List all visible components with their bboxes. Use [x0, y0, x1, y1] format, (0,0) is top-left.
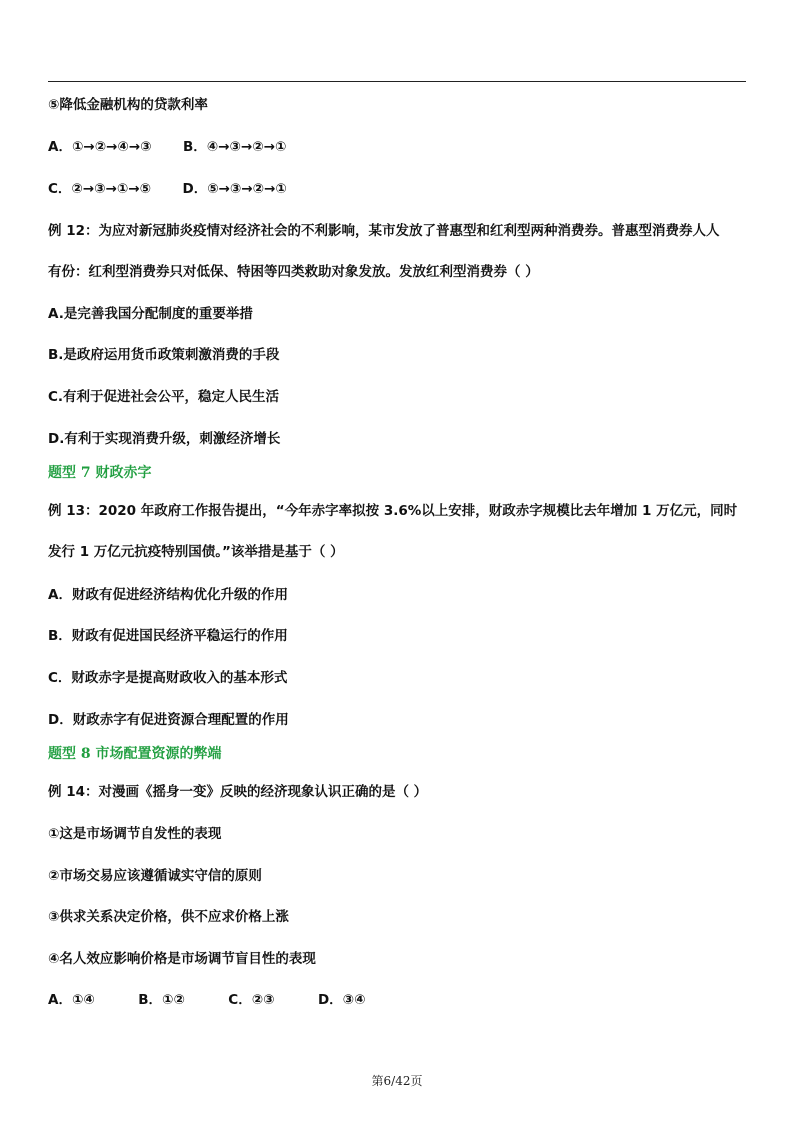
example-13-option-a: A．财政有促进经济结构优化升级的作用 [48, 587, 288, 603]
example-13-question-line-1: 例 13：2020 年政府工作报告提出，“今年赤字率拟按 3.6%以上安排，财政赤字规模比去年增加 1 万亿元，同时 [48, 503, 738, 519]
section-heading-8: 题型 8 市场配置资源的弊端 [48, 746, 222, 762]
example-14-option-d: D．③④ [317, 992, 366, 1008]
statement-5: ⑤降低金融机构的贷款利率 [48, 97, 208, 113]
example-12-option-a: A.是完善我国分配制度的重要举措 [48, 306, 253, 322]
example-14-options [48, 990, 748, 1010]
example-14-question: 例 14：对漫画《摇身一变》反映的经济现象认识正确的是（ ） [48, 784, 428, 800]
example-14-option-b: B．①② [138, 992, 185, 1008]
example-13-option-d: D．财政赤字有促进资源合理配置的作用 [48, 712, 289, 728]
options-row-2 [48, 179, 748, 199]
example-14-option-c: C．②③ [228, 992, 275, 1008]
example-13-option-c: C．财政赤字是提高财政收入的基本形式 [48, 670, 288, 686]
example-14-option-a: A．①④ [48, 992, 95, 1008]
example-13-question-line-2: 发行 1 万亿元抗疫特别国债。”该举措是基于（ ） [48, 544, 344, 560]
option-d: D．⑤→③→②→① [182, 181, 287, 197]
example-12-question-line-1: 例 12：为应对新冠肺炎疫情对经济社会的不利影响，某市发放了普惠型和红利型两种消费券。普惠型消费券人人 [48, 223, 720, 239]
page-number: 第6/42页 [371, 1074, 423, 1088]
section-heading-7: 题型 7 财政赤字 [48, 465, 152, 481]
example-12-option-d: D.有利于实现消费升级，刺激经济增长 [48, 431, 281, 447]
example-14-statement-3: ③供求关系决定价格，供不应求价格上涨 [48, 909, 289, 925]
option-a: A．①→②→④→③ [48, 139, 152, 155]
example-14-statement-2: ②市场交易应该遵循诚实守信的原则 [48, 868, 262, 884]
example-14-statement-1: ①这是市场调节自发性的表现 [48, 826, 222, 842]
options-row-1 [48, 137, 748, 157]
example-12-option-b: B.是政府运用货币政策刺激消费的手段 [48, 347, 280, 363]
example-14-statement-4: ④名人效应影响价格是市场调节盲目性的表现 [48, 951, 316, 967]
example-12-option-c: C.有利于促进社会公平，稳定人民生活 [48, 389, 280, 405]
example-13-option-b: B．财政有促进国民经济平稳运行的作用 [48, 628, 288, 644]
option-c: C．②→③→①→⑤ [48, 181, 152, 197]
option-b: B．④→③→②→① [183, 139, 287, 155]
example-12-question-line-2: 有份：红利型消费券只对低保、特困等四类救助对象发放。发放红利型消费券（ ） [48, 264, 539, 280]
header-rule [48, 81, 746, 82]
